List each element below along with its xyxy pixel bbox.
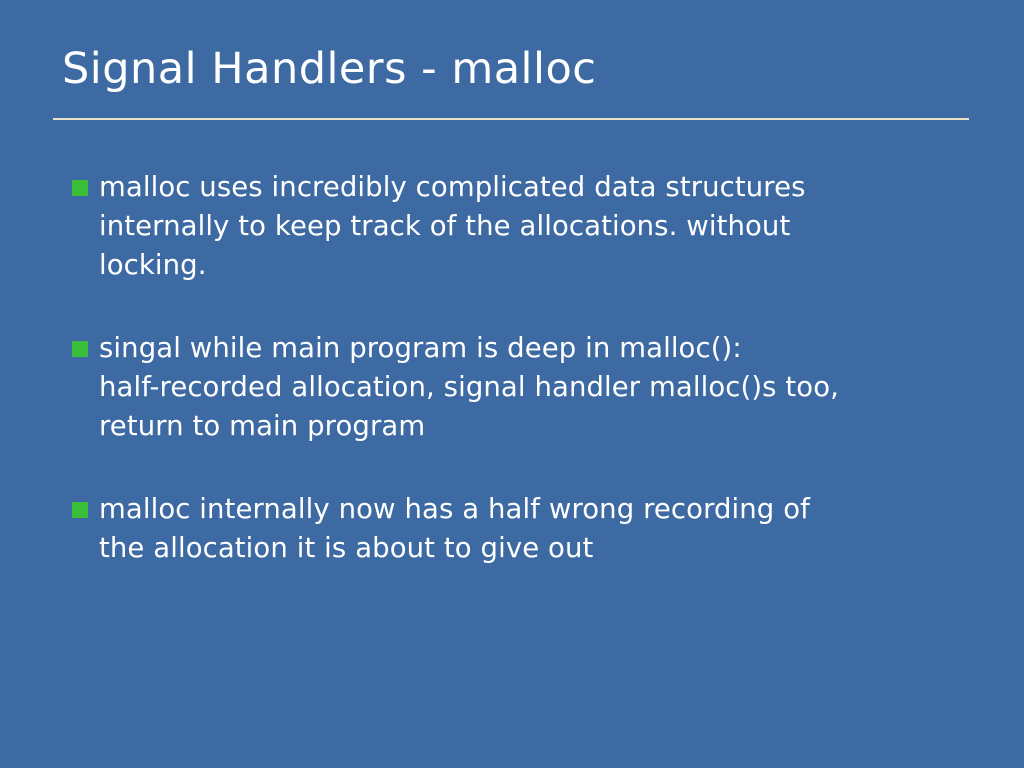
list-item-text (99, 490, 810, 568)
text-line: return to main program (99, 410, 426, 443)
text-line: malloc internally now has a half wrong recording of (99, 493, 810, 526)
text-line: internally to keep track of the allocations. without (99, 210, 791, 243)
list-item (72, 329, 972, 446)
text-line: malloc uses incredibly complicated data structures (99, 171, 806, 203)
list-item-text (99, 329, 839, 446)
text-line: half-recorded allocation, signal handler malloc()s too, (99, 371, 839, 404)
list-item-text (99, 168, 806, 285)
title-divider (53, 118, 969, 120)
list-item (72, 490, 972, 568)
text-line: the allocation it is about to give out (99, 532, 594, 565)
square-bullet-icon (72, 502, 88, 518)
text-line: locking. (99, 249, 207, 282)
square-bullet-icon (72, 180, 88, 196)
list-item (72, 168, 972, 285)
text-line: singal while main program is deep in malloc(): (99, 332, 742, 365)
bullet-list (72, 168, 972, 612)
square-bullet-icon (72, 341, 88, 357)
page-title: Signal Handlers - malloc (62, 44, 597, 94)
